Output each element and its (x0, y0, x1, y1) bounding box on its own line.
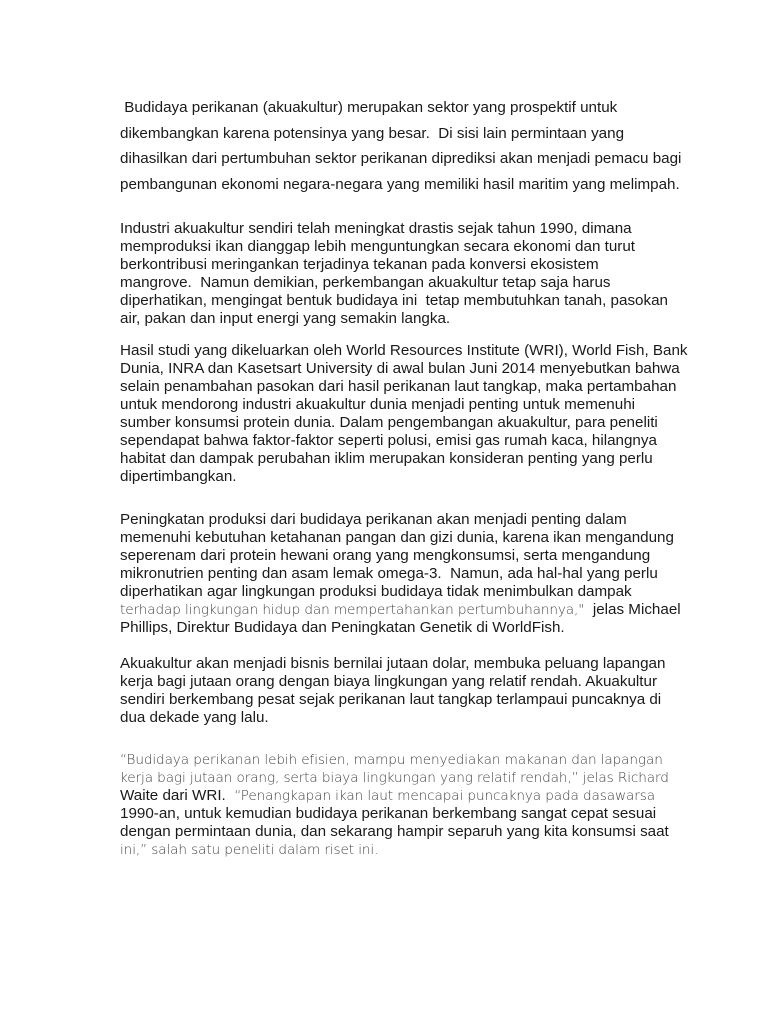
text-segment: mangrove. Namun demikian, perkembangan akuakultur tetap saja harus (120, 274, 611, 291)
text-line (120, 468, 720, 486)
text-segment: kerja bagi jutaan orang dengan biaya lingkungan yang relatif rendah. Akuakultur (120, 673, 658, 690)
text-segment: Akuakultur akan menjadi bisnis bernilai jutaan dolar, membuka peluang lapangan (120, 655, 666, 672)
text-segment: Dunia, INRA dan Kasetsart University di awal bulan Juni 2014 menyebutkan bahwa (120, 360, 680, 377)
text-line (120, 238, 720, 256)
text-segment: memproduksi ikan dianggap lebih menguntungkan secara ekonomi dan turut (120, 238, 636, 255)
text-line (120, 146, 720, 172)
text-line (120, 529, 720, 547)
text-line (120, 432, 720, 450)
text-line (120, 691, 720, 709)
text-line (120, 274, 720, 292)
text-segment: dua dekade yang lalu. (120, 709, 269, 726)
text-line (120, 220, 720, 238)
text-segment: diperhatikan, mengingat bentuk budidaya ini tetap membutuhkan tanah, pasokan (120, 292, 668, 309)
text-line (120, 172, 720, 198)
paragraph-5 (120, 655, 720, 727)
text-line (120, 823, 720, 841)
text-segment: seperenam dari protein hewani orang yang mengkonsumsi, serta mengandung (120, 547, 651, 564)
text-segment: untuk mendorong industri akuakultur dunia menjadi penting untuk memenuhi (120, 396, 636, 413)
text-segment: mikronutrien penting dan asam lemak omega-3. Namun, ada hal-hal yang perlu (120, 565, 658, 582)
text-line (120, 805, 720, 823)
text-segment: sumber konsumsi protein dunia. Dalam pengembangan akuakultur, para peneliti (120, 414, 658, 431)
text-line (120, 378, 720, 396)
paragraph-3 (120, 342, 720, 486)
text-segment: ini,” salah satu peneliti dalam riset ini. (120, 842, 379, 858)
text-segment: 1990-an, untuk kemudian budidaya perikanan berkembang sangat cepat sesuai (120, 805, 657, 822)
text-line (120, 655, 720, 673)
text-segment: selain penambahan pasokan dari hasil perikanan laut tangkap, maka pertambahan (120, 378, 677, 395)
text-segment: sendiri berkembang pesat sejak perikanan laut tangkap terlampaui puncaknya di (120, 691, 662, 708)
text-line (120, 565, 720, 583)
paragraph-1 (120, 95, 720, 197)
text-line (120, 547, 720, 565)
text-segment: diperhatikan agar lingkungan produksi budidaya tidak menimbulkan dampak (120, 583, 632, 600)
text-segment: Budidaya perikanan (akuakultur) merupakan sektor yang prospektif untuk (120, 99, 618, 116)
text-line (120, 342, 720, 360)
text-segment: berkontribusi meringankan terjadinya tekanan pada konversi ekosistem (120, 256, 599, 273)
text-line (120, 673, 720, 691)
paragraph-4 (120, 511, 720, 637)
text-line (120, 414, 720, 432)
text-segment: kerja bagi jutaan orang, serta biaya lingkungan yang relatif rendah,” jelas Richard (120, 770, 669, 786)
text-line (120, 121, 720, 147)
text-segment: Phillips, Direktur Budidaya dan Peningkatan Genetik di WorldFish. (120, 619, 565, 636)
text-segment: dihasilkan dari pertumbuhan sektor perikanan diprediksi akan menjadi pemacu bagi (120, 150, 682, 167)
text-segment: habitat dan dampak perubahan iklim merupakan konsideran penting yang perlu (120, 450, 653, 467)
text-line (120, 769, 720, 787)
text-line (120, 841, 720, 859)
text-segment: sependapat bahwa faktor-faktor seperti polusi, emisi gas rumah kaca, hilangnya (120, 432, 657, 449)
text-segment: memenuhi kebutuhan ketahanan pangan dan gizi dunia, karena ikan mengandung (120, 529, 674, 546)
text-line (120, 256, 720, 274)
text-segment: jelas Michael (584, 601, 681, 618)
text-segment: Industri akuakultur sendiri telah meningkat drastis sejak tahun 1990, dimana (120, 220, 632, 237)
text-segment: Peningkatan produksi dari budidaya perikanan akan menjadi penting dalam (120, 511, 627, 528)
text-line (120, 450, 720, 468)
text-line (120, 396, 720, 414)
text-line (120, 95, 720, 121)
text-line (120, 751, 720, 769)
text-line (120, 619, 720, 637)
text-segment: air, pakan dan input energi yang semakin langka. (120, 310, 451, 327)
paragraph-6 (120, 751, 720, 859)
text-segment: dengan permintaan dunia, dan sekarang hampir separuh yang kita konsumsi saat (120, 823, 669, 840)
text-line (120, 511, 720, 529)
text-segment: dipertimbangkan. (120, 468, 237, 485)
text-segment: pembangunan ekonomi negara-negara yang memiliki hasil maritim yang melimpah. (120, 175, 680, 193)
text-segment: “Budidaya perikanan lebih efisien, mampu menyediakan makanan dan lapangan (120, 752, 663, 768)
text-line (120, 292, 720, 310)
text-line (120, 709, 720, 727)
paragraph-2 (120, 220, 720, 328)
text-segment: Hasil studi yang dikeluarkan oleh World Resources Institute (WRI), World Fish, Bank (120, 342, 688, 359)
text-line (120, 360, 720, 378)
text-line (120, 601, 720, 619)
text-segment: dikembangkan karena potensinya yang besar. Di sisi lain permintaan yang (120, 124, 625, 142)
text-segment: “Penangkapan ikan laut mencapai puncaknya pada dasawarsa (234, 788, 655, 804)
text-line (120, 310, 720, 328)
text-line (120, 583, 720, 601)
text-segment: terhadap lingkungan hidup dan mempertahankan pertumbuhannya," (120, 602, 585, 618)
text-line (120, 787, 720, 805)
text-segment: Waite dari WRI. (120, 787, 235, 804)
